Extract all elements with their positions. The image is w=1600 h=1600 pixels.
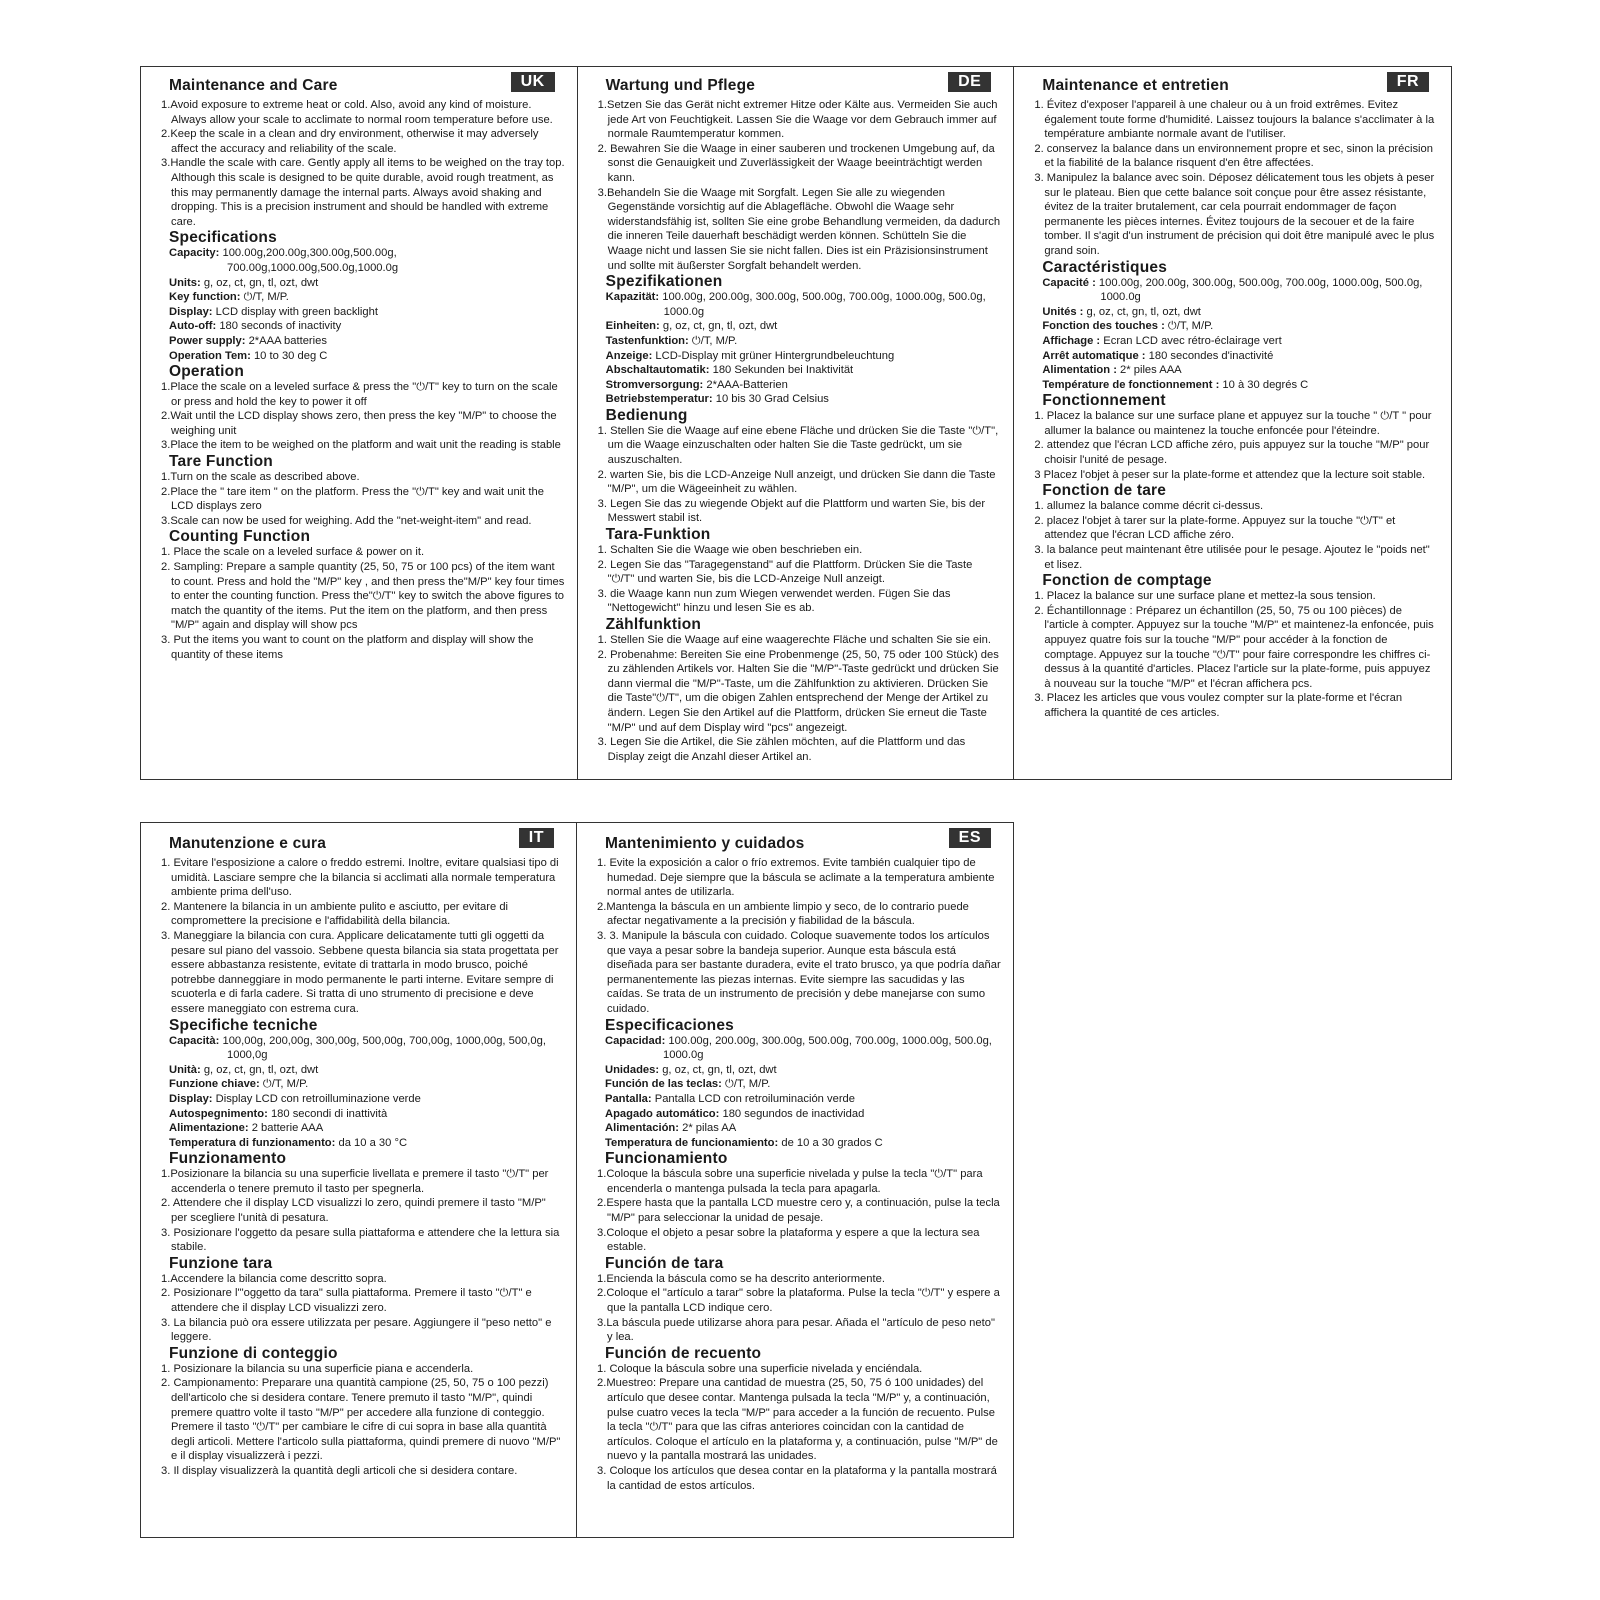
spec-value: Display LCD con retroilluminazione verde xyxy=(215,1092,421,1105)
spec-value: g, oz, ct, gn, tl, ozt, dwt xyxy=(662,320,778,333)
tare-list xyxy=(159,470,565,528)
spec-value: 2*AAA batteries xyxy=(248,334,327,347)
spec-row xyxy=(605,1092,1001,1107)
maintenance-item: 1. Évitez d'exposer l'appareil à une chaleur ou à un froid extrêmes. Evitez également toute forme d'humidité. Laissez toujours la balance s'acclimater à la température ambiante normale avant de l'utiliser. xyxy=(1034,99,1435,141)
spec-label: Unidades: xyxy=(605,1063,660,1076)
counting-list xyxy=(595,1362,1001,1493)
spec-label: Display: xyxy=(169,1092,213,1105)
counting-item: 1. Placez la balance sur une surface plane et mettez-la sous tension. xyxy=(1034,590,1376,603)
spec-label: Unités : xyxy=(1042,305,1084,318)
panel-uk xyxy=(141,67,578,779)
tare-item: 1.Turn on the scale as described above. xyxy=(161,471,360,484)
operation-list xyxy=(159,1167,564,1255)
spec-value: 100.00g, 200.00g, 300.00g, 500.00g, 700.00g, 1000.00g, 500.0g, 1000.0g xyxy=(1098,276,1423,304)
counting-list xyxy=(159,1362,564,1479)
tare-list xyxy=(1032,499,1439,572)
spec-value: 10 to 30 deg C xyxy=(253,349,328,362)
spec-row xyxy=(1042,276,1439,305)
specs-list xyxy=(596,290,1002,407)
tare-title: Tare Function xyxy=(169,453,273,471)
maintenance-list xyxy=(159,98,565,229)
spec-value: LCD display with green backlight xyxy=(215,305,378,318)
counting-item: 3. Legen Sie die Artikel, die Sie zählen möchten, auf die Plattform und das Display zeigt die Anzahl dieser Artikel an. xyxy=(597,736,966,763)
counting-title: Función de recuento xyxy=(605,1344,762,1362)
specs-list xyxy=(159,1034,564,1151)
specs-title: Caractéristiques xyxy=(1042,258,1168,276)
spec-row xyxy=(605,1077,1001,1092)
tare-list xyxy=(159,1272,564,1345)
counting-item: 1. Posizionare la bilancia su una superficie piana e accenderla. xyxy=(161,1362,474,1375)
spec-row xyxy=(1042,305,1439,320)
specs-title: Specifications xyxy=(169,229,277,247)
operation-item: 3 Placez l'objet à peser sur la plate-forme et attendez que la lecture soit stable. xyxy=(1034,468,1426,481)
maintenance-item: 3. Maneggiare la bilancia con cura. Applicare delicatamente tutti gli oggetti da pesare sul piano del vassoio. Sebbene questa bilancia sia stata progettata per essere abbastanza resistente, evitate di trattarla in modo brusco, poiché potrebbe danneggiare in modo permanente le parti interne. Evitare sempre di scuoterla e di farla cadere. Si tratta di uno strumento di precisione e deve essere maneggiato con estrema cura. xyxy=(161,929,559,1015)
spec-label: Capacidad: xyxy=(605,1034,666,1047)
maintenance-item: 1.Setzen Sie das Gerät nicht extremer Hitze oder Kälte aus. Vermeiden Sie auch jede Art von Feuchtigkeit. Lassen Sie die Waage vor dem Gebrauch immer auf normale Raumtemperatur kommen. xyxy=(597,99,998,141)
tare-item: 2.Coloque el "artículo a tarar" sobre la plataforma. Pulse la tecla "⏻/T" y espere a que la pantalla LCD indique cero. xyxy=(597,1287,1000,1315)
spec-label: Funzione chiave: xyxy=(169,1078,260,1091)
spec-value: ⏻/T, M/P. xyxy=(262,1078,309,1091)
operation-item: 2. Attendere che il display LCD visualizzi lo zero, quindi premere il tasto "M/P" per scegliere l'unità di pesatura. xyxy=(161,1197,546,1225)
tare-title: Tara-Funktion xyxy=(605,526,711,544)
spec-label: Key function: xyxy=(169,291,241,304)
language-badge: UK xyxy=(511,72,555,92)
spec-label: Stromversorgung: xyxy=(605,378,704,391)
tare-item: 3.Scale can now be used for weighing. Add the "net-weight-item" and read. xyxy=(161,514,532,527)
operation-item: 2. warten Sie, bis die LCD-Anzeige Null anzeigt, und drücken Sie dann die Taste "M/P", um die Wägeeinheit zu wählen. xyxy=(597,468,996,496)
panel-fr xyxy=(1014,67,1451,779)
counting-item: 2. Sampling: Prepare a sample quantity (25, 50, 75 or 100 pcs) of the item want to count. Press and hold the "M/P" key , and then press the"M/P" key four times to enter the counting function. Press the"⏻/T" key to switch the above figures to match the quantity of the items. Put the item on the platform, and then press "M/P" again and display will show pcs xyxy=(161,561,565,632)
counting-title: Zählfunktion xyxy=(605,616,702,633)
spec-value: 100.00g, 200.00g, 300.00g, 500.00g, 700.00g, 1000.00g, 500.0g, 1000.0g xyxy=(663,1034,992,1062)
tare-item: 1. Schalten Sie die Waage wie oben beschrieben ein. xyxy=(597,544,863,557)
spec-label: Tastenfunktion: xyxy=(605,334,689,347)
spec-row xyxy=(169,1121,564,1136)
spec-row xyxy=(169,349,565,364)
maintenance-item: 1. Evite la exposición a calor o frío extremos. Evite también cualquier tipo de humedad. Deje siempre que la báscula se aclimate a la temperatura ambiente normal antes de utilizarla. xyxy=(597,857,995,899)
manual-block-bottom xyxy=(140,822,1014,1538)
language-badge: FR xyxy=(1387,72,1429,92)
spec-label: Apagado automático: xyxy=(605,1107,720,1120)
spec-label: Einheiten: xyxy=(605,320,660,333)
operation-item: 2.Espere hasta que la pantalla LCD muestre cero y, a continuación, pulse la tecla "M/P" para seleccionar la unidad de pesaje. xyxy=(597,1197,1000,1225)
spec-row xyxy=(606,378,1002,393)
spec-label: Capacity: xyxy=(169,247,220,260)
spec-row xyxy=(605,1063,1001,1078)
tare-item: 1.Encienda la báscula como se ha descrito anteriormente. xyxy=(597,1272,885,1285)
language-badge: IT xyxy=(519,828,554,848)
spec-value: 180 secondes d'inactivité xyxy=(1148,349,1274,362)
spec-row xyxy=(1042,363,1439,378)
spec-row xyxy=(169,319,565,334)
spec-label: Operation Tem: xyxy=(169,349,251,362)
spec-label: Auto-off: xyxy=(169,320,217,333)
spec-row xyxy=(169,290,565,305)
counting-item: 2. Campionamento: Preparare una quantità campione (25, 50, 75 o 100 pezzi) dell'articolo che si desidera contare. Tenere premuto il tasto "M/P", quindi premere quattro volte il tasto "M/P" per accedere alla funzione di conteggio. Premere il tasto "⏻/T" per cambiare le cifre di cui sopra in base alla quantità degli articoli. Mettere l'articolo sulla piattaforma, quindi premere di nuovo "M/P" e il display visualizzerà i pezzi. xyxy=(161,1377,561,1463)
maintenance-item: 2.Mantenga la báscula en un ambiente limpio y seco, de lo contrario puede afectar negativamente a la precisión y fiabilidad de la báscula. xyxy=(597,900,969,928)
maintenance-list xyxy=(596,98,1002,273)
spec-row xyxy=(606,290,1002,319)
specs-list xyxy=(159,246,565,363)
maintenance-item: 2. conservez la balance dans un environnement propre et sec, sinon la précision et la fiabilité de la balance risquent d'en être affectées. xyxy=(1034,142,1433,170)
spec-row xyxy=(169,334,565,349)
spec-row xyxy=(169,276,565,291)
counting-item: 3. Put the items you want to count on the platform and display will show the quantity of these items xyxy=(161,634,534,661)
spec-row xyxy=(605,1034,1001,1063)
manual-block-top xyxy=(140,66,1452,780)
spec-value: ⏻/T, M/P. xyxy=(1167,320,1214,333)
operation-title: Fonctionnement xyxy=(1042,392,1166,410)
operation-title: Funzionamento xyxy=(169,1150,287,1168)
operation-title: Funcionamiento xyxy=(605,1150,728,1168)
spec-value: 2*AAA-Batterien xyxy=(706,378,788,391)
maintenance-item: 3.Behandeln Sie die Waage mit Sorgfalt. Legen Sie alle zu wiegenden Gegenstände vorsichtig auf die Ablagefläche. Obwohl die Waage sehr widerstandsfähig ist, sollten Sie eine grobe Behandlung vermeiden, da dadurch die inneren Teile dauerhaft beschädigt werden können. Schütteln Sie die Waage nicht und lassen Sie sie nicht fallen. Dies ist ein Präzisionsinstrument und sollte mit äußerster Sorgfalt behandelt werden. xyxy=(597,186,1001,272)
spec-row xyxy=(169,1063,564,1078)
spec-value: 100,00g, 200,00g, 300,00g, 500,00g, 700,00g, 1000,00g, 500,0g, 1000,0g xyxy=(222,1034,546,1062)
maintenance-item: 3. Manipulez la balance avec soin. Déposez délicatement tous les objets à peser sur le plateau. Bien que cette balance soit conçue pour être assez résistante, évitez de la traiter brutalement, car cela pourrait endommager de façon permanente les pièces internes. Évitez toujours de la secouer et de la faire tomber. Il s'agit d'un instrument de précision qui doit être manipulé avec le plus grand soin. xyxy=(1034,171,1435,257)
panel-it xyxy=(141,823,577,1537)
spec-value: Pantalla LCD con retroiluminación verde xyxy=(654,1092,855,1105)
spec-value: Ecran LCD avec rétro-éclairage vert xyxy=(1103,334,1282,347)
tare-item: 3. La bilancia può ora essere utilizzata per pesare. Aggiungere il "peso netto" e leggere. xyxy=(161,1316,552,1344)
tare-list xyxy=(595,1272,1001,1345)
counting-item: 1. Stellen Sie die Waage auf eine waagerechte Fläche und schalten Sie sie ein. xyxy=(597,634,991,646)
spec-row xyxy=(169,1034,564,1063)
tare-item: 1.Accendere la bilancia come descritto sopra. xyxy=(161,1272,387,1285)
counting-list xyxy=(1032,589,1439,720)
spec-label: Display: xyxy=(169,305,213,318)
panel-es xyxy=(577,823,1013,1537)
operation-list xyxy=(1032,409,1439,482)
spec-row xyxy=(605,1121,1001,1136)
spec-label: Capacité : xyxy=(1042,276,1096,289)
spec-row xyxy=(606,392,1002,407)
spec-value: 180 segundos de inactividad xyxy=(722,1107,865,1120)
counting-item: 2.Muestreo: Prepare una cantidad de muestra (25, 50, 75 ó 100 unidades) del artículo que desee contar. Mantenga pulsada la tecla "M/P" y, a continuación, pulse cuatro veces la tecla "M/P" para acceder a la función de recuento. Pulse la tecla "⏻/T" para que las cifras anteriores coincidan con la cantidad de artículos. Coloque el artículo en la plataforma y, a continuación, pulse "M/P" de nuevo y la pantalla mostrará las unidades. xyxy=(597,1377,998,1463)
operation-item: 1. Stellen Sie die Waage auf eine ebene Fläche und drücken Sie die Taste "⏻/T", um die Waage einzuschalten oder halten Sie die Taste gedrückt, um sie auszuschalten. xyxy=(597,424,999,467)
spec-label: Función de las teclas: xyxy=(605,1078,722,1091)
spec-label: Arrêt automatique : xyxy=(1042,349,1146,362)
counting-item: 3. Placez les articles que vous voulez compter sur la plate-forme et l'écran affichera la quantité de ces articles. xyxy=(1034,692,1403,719)
spec-label: Capacità: xyxy=(169,1034,220,1047)
maintenance-item: 1. Evitare l'esposizione a calore o freddo estremi. Inoltre, evitare qualsiasi tipo di umidità. Lasciare sempre che la bilancia si acclimati alla normale temperatura ambiente prima dell'uso. xyxy=(161,857,559,899)
maintenance-item: 3.Handle the scale with care. Gently apply all items to be weighed on the tray top. Although this scale is designed to be quite durable, avoid rough treatment, as this may permanently damage the internal parts. Always avoid shaking and dropping. This is a precision instrument and should be handled with extreme care. xyxy=(161,157,565,228)
maintenance-list xyxy=(159,856,564,1017)
counting-list xyxy=(596,633,1002,764)
specs-list xyxy=(595,1034,1001,1151)
spec-value: 10 à 30 degrés C xyxy=(1222,378,1309,391)
panel-title: Manutenzione e cura xyxy=(169,835,327,852)
operation-item: 3. Legen Sie das zu wiegende Objekt auf die Plattform und warten Sie, bis der Messwert stabil ist. xyxy=(597,497,986,525)
spec-row xyxy=(1042,334,1439,349)
operation-item: 3.Coloque el objeto a pesar sobre la plataforma y espere a que la lectura sea estable. xyxy=(597,1226,980,1254)
spec-value: ⏻/T, M/P. xyxy=(725,1078,771,1091)
spec-row xyxy=(606,334,1002,349)
spec-label: Abschaltautomatik: xyxy=(605,364,710,377)
operation-title: Bedienung xyxy=(605,406,688,424)
counting-title: Counting Function xyxy=(169,528,311,546)
tare-item: 1. allumez la balance comme décrit ci-dessus. xyxy=(1034,500,1264,513)
spec-label: Power supply: xyxy=(169,334,246,347)
counting-item: 1. Coloque la báscula sobre una superficie nivelada y enciéndala. xyxy=(597,1362,923,1375)
maintenance-item: 1.Avoid exposure to extreme heat or cold. Also, avoid any kind of moisture. Always allow your scale to acclimate to normal room temperature before use. xyxy=(161,99,553,126)
spec-value: 180 seconds of inactivity xyxy=(219,320,342,333)
spec-value: ⏻/T, M/P. xyxy=(243,291,289,304)
tare-item: 3. die Waage kann nun zum Wiegen verwendet werden. Fügen Sie das "Nettogewicht" hinzu und lesen Sie es ab. xyxy=(597,587,951,615)
maintenance-item: 3. 3. Manipule la báscula con cuidado. Coloque suavemente todos los artículos que vaya a pesar sobre la bandeja superior. Aunque esta báscula está diseñada para ser bastante duradera, evite el trato brusco, ya que podría dañar permanentemente las piezas internas. Evite siempre las sacudidas y las caídas. Se trata de un instrumento de precisión y debe manejarse con sumo cuidado. xyxy=(597,929,1001,1015)
operation-item: 1.Place the scale on a leveled surface & press the "⏻/T" key to turn on the scale or press and hold the key to power it off xyxy=(161,381,558,408)
spec-label: Alimentación: xyxy=(605,1122,679,1135)
counting-item: 3. Coloque los artículos que desea contar en la plataforma y la pantalla mostrará la cantidad de estos artículos. xyxy=(597,1464,997,1492)
maintenance-item: 2. Mantenere la bilancia in un ambiente pulito e asciutto, per evitare di compromettere la precisione e l'affidabilità della bilancia. xyxy=(161,900,509,928)
spec-value: 180 secondi di inattività xyxy=(270,1107,388,1120)
spec-row xyxy=(1042,319,1439,334)
spec-value: LCD-Display mit grüner Hintergrundbeleuchtung xyxy=(655,349,895,362)
operation-item: 1.Posizionare la bilancia su una superficie livellata e premere il tasto "⏻/T" per accenderla o tenere premuto il tasto per spegnerla. xyxy=(161,1168,549,1195)
maintenance-list xyxy=(595,856,1001,1017)
spec-label: Affichage : xyxy=(1042,334,1101,347)
specs-list xyxy=(1032,276,1439,393)
counting-list xyxy=(159,545,565,662)
tare-item: 3. la balance peut maintenant être utilisée pour le pesage. Ajoutez le "poids net" et lisez. xyxy=(1034,544,1430,571)
operation-item: 3. Posizionare l'oggetto da pesare sulla piattaforma e attendere che la lettura sia stabile. xyxy=(161,1226,560,1254)
spec-label: Temperatura de funcionamiento: xyxy=(605,1136,779,1149)
tare-item: 2. placez l'objet à tarer sur la plate-forme. Appuyez sur la touche "⏻/T" et attendez que l'écran LCD affiche zéro. xyxy=(1034,514,1396,542)
operation-item: 3.Place the item to be weighed on the platform and wait unit the reading is stable xyxy=(161,439,561,452)
spec-value: ⏻/T, M/P. xyxy=(691,334,738,347)
tare-title: Funzione tara xyxy=(169,1254,273,1272)
spec-value: 180 Sekunden bei Inaktivität xyxy=(712,364,854,377)
operation-title: Operation xyxy=(169,363,245,381)
spec-row xyxy=(169,246,565,275)
spec-label: Autospegnimento: xyxy=(169,1107,268,1120)
tare-list xyxy=(596,543,1002,616)
spec-row xyxy=(169,305,565,320)
spec-value: 100.00g,200.00g,300.00g,500.00g, 700.00g,1000.00g,500.0g,1000.0g xyxy=(222,247,399,274)
operation-item: 2.Wait until the LCD display shows zero, then press the key "M/P" to choose the weighing unit xyxy=(161,410,557,437)
spec-label: Alimentazione: xyxy=(169,1122,249,1135)
operation-item: 1. Placez la balance sur une surface plane et appuyez sur la touche " ⏻/T " pour allumer la balance ou maintenez la touche enfoncée pour l'éteindre. xyxy=(1034,410,1432,437)
spec-label: Alimentation : xyxy=(1042,364,1117,377)
language-badge: DE xyxy=(948,72,991,92)
spec-label: Fonction des touches : xyxy=(1042,320,1165,333)
spec-row xyxy=(605,1136,1001,1151)
tare-item: 3.La báscula puede utilizarse ahora para pesar. Añada el "artículo de peso neto" y lea. xyxy=(597,1316,995,1344)
counting-item: 1. Place the scale on a leveled surface & power on it. xyxy=(161,546,425,559)
spec-row xyxy=(606,363,1002,378)
spec-value: 100.00g, 200.00g, 300.00g, 500.00g, 700.00g, 1000.00g, 500.0g, 1000.0g xyxy=(662,291,986,318)
spec-label: Température de fonctionnement : xyxy=(1042,378,1220,391)
tare-item: 2.Place the " tare item " on the platform. Press the "⏻/T" key and wait unit the LCD displays zero xyxy=(161,485,544,513)
spec-row xyxy=(606,349,1002,364)
maintenance-item: 2.Keep the scale in a clean and dry environment, otherwise it may adversely affect the accuracy and reliability of the scale. xyxy=(161,128,539,155)
spec-label: Kapazität: xyxy=(605,291,660,304)
spec-row xyxy=(606,319,1002,334)
counting-title: Funzione di conteggio xyxy=(169,1344,338,1362)
specs-title: Spezifikationen xyxy=(605,273,723,291)
spec-label: Pantalla: xyxy=(605,1092,652,1105)
tare-title: Fonction de tare xyxy=(1042,482,1167,500)
panel-title: Maintenance et entretien xyxy=(1042,77,1229,94)
spec-value: da 10 a 30 °C xyxy=(338,1136,408,1149)
spec-label: Temperatura di funzionamento: xyxy=(169,1136,336,1149)
spec-label: Anzeige: xyxy=(605,349,653,362)
panel-title: Mantenimiento y cuidados xyxy=(605,835,805,852)
counting-item: 2. Probenahme: Bereiten Sie eine Probenmenge (25, 50, 75 oder 100 Stück) des zu zählenden Artikels vor. Halten Sie die "M/P"-Taste gedrückt und drücken Sie dann viermal die "M/P"-Taste, um die Zählfunktion zu aktivieren. Drücken Sie die Taste"⏻/T", um die obigen Zahlen entsprechend der Menge der Artikel zu ändern. Legen Sie den Artikel auf die Plattform, drücken Sie erneut die Taste "M/P" und auf dem Display wird "pcs" angezeigt. xyxy=(597,648,999,734)
spec-row xyxy=(169,1136,564,1151)
panel-title: Maintenance and Care xyxy=(169,77,338,94)
spec-row xyxy=(169,1107,564,1122)
counting-item: 2. Échantillonnage : Préparez un échantillon (25, 50, 75 ou 100 pièces) de l'article à compter. Appuyez sur la touche "M/P" et maintenez-la enfoncée, puis appuyez quatre fois sur la touche "M/P" pour accéder à la fonction de comptage. Appuyez sur la touche "⏻/T" pour faire correspondre les chiffres ci-dessus à la quantité d'articles. Placez l'article sur la plate-forme, puis appuyez à nouveau sur la touche "M/P" et l'écran affichera pcs. xyxy=(1034,604,1434,690)
spec-value: 2 batterie AAA xyxy=(251,1122,324,1135)
maintenance-item: 2. Bewahren Sie die Waage in einer sauberen und trockenen Umgebung auf, da sonst die Genauigkeit und Zuverlässigkeit der Waage beeinträchtigt werden kann. xyxy=(597,142,995,184)
spec-row xyxy=(605,1107,1001,1122)
operation-list xyxy=(595,1167,1001,1255)
spec-value: g, oz, ct, gn, tl, ozt, dwt xyxy=(662,1063,777,1076)
tare-item: 2. Posizionare l'"oggetto da tara" sulla piattaforma. Premere il tasto "⏻/T" e attendere che il display LCD visualizzi zero. xyxy=(161,1287,532,1315)
spec-value: 2* piles AAA xyxy=(1120,364,1182,377)
maintenance-list xyxy=(1032,98,1439,259)
spec-value: 10 bis 30 Grad Celsius xyxy=(715,393,829,406)
spec-value: g, oz, ct, gn, tl, ozt, dwt xyxy=(1086,305,1201,318)
spec-row xyxy=(169,1092,564,1107)
tare-item: 2. Legen Sie das "Taragegenstand" auf die Plattform. Drücken Sie die Taste "⏻/T" und warten Sie, bis die LCD-Anzeige Null anzeigt. xyxy=(597,558,973,586)
spec-value: g, oz, ct, gn, tl, ozt, dwt xyxy=(203,276,319,289)
panel-title: Wartung und Pflege xyxy=(605,77,756,94)
operation-list xyxy=(596,424,1002,526)
panel-de xyxy=(578,67,1015,779)
language-badge: ES xyxy=(949,828,991,848)
operation-list xyxy=(159,380,565,453)
spec-value: 2* pilas AA xyxy=(682,1122,737,1135)
tare-title: Función de tara xyxy=(605,1254,724,1272)
spec-row xyxy=(1042,378,1439,393)
spec-label: Unità: xyxy=(169,1063,201,1076)
spec-label: Units: xyxy=(169,276,201,289)
spec-value: de 10 a 30 grados C xyxy=(781,1136,883,1149)
spec-row xyxy=(169,1077,564,1092)
specs-title: Specifiche tecniche xyxy=(169,1016,318,1034)
spec-value: g, oz, ct, gn, tl, ozt, dwt xyxy=(203,1063,319,1076)
counting-item: 3. Il display visualizzerà la quantità degli articoli che si desidera contare. xyxy=(161,1464,518,1477)
counting-title: Fonction de comptage xyxy=(1042,572,1212,590)
specs-title: Especificaciones xyxy=(605,1016,734,1034)
operation-item: 2. attendez que l'écran LCD affiche zéro, puis appuyez sur la touche "M/P" pour choisir l'unité de pesage. xyxy=(1034,439,1430,467)
spec-label: Betriebstemperatur: xyxy=(605,393,713,406)
spec-row xyxy=(1042,349,1439,364)
operation-item: 1.Coloque la báscula sobre una superficie nivelada y pulse la tecla "⏻/T" para encenderla o mantenga pulsada la tecla para apagarla. xyxy=(597,1168,983,1195)
